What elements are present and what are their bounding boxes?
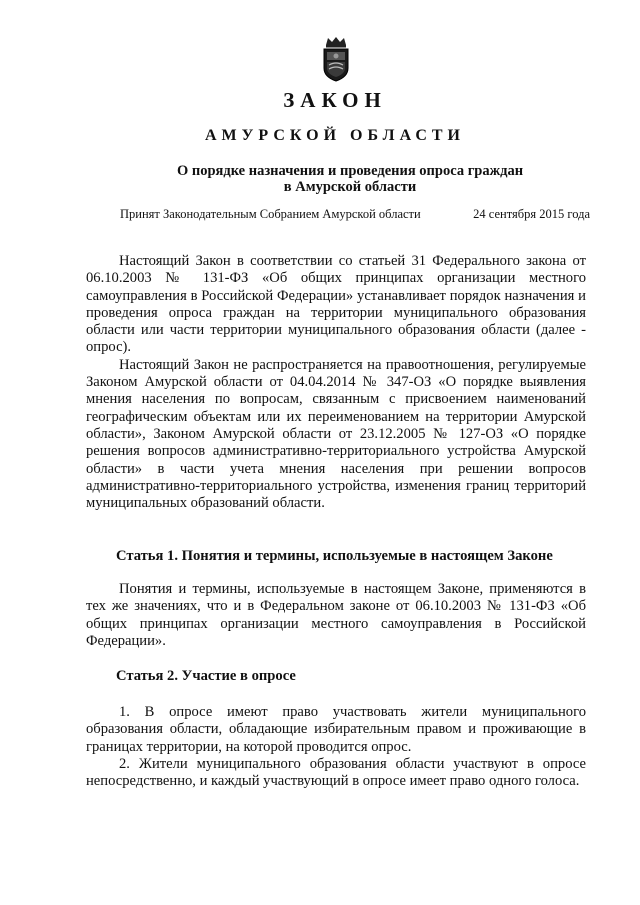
article-1-body: [86, 581, 586, 650]
document-subtitle: АМУРСКОЙ ОБЛАСТИ: [205, 127, 465, 144]
law-name-line2: в Амурской области: [283, 179, 417, 195]
article-1-paragraph-1: Понятия и термины, используемые в настоящем Законе, применяются в тех же значениях, что и в Федеральном законе от 06.10.2003 № 131-ФЗ «Об общих принципах организации местного самоуправления в Российской Федерации».: [86, 581, 586, 649]
article-1-heading: Статья 1. Понятия и термины, используемые в настоящем Законе: [116, 548, 553, 564]
preamble-paragraph-2: Настоящий Закон не распространяется на правоотношения, регулируемые Законом Амурской области от 04.04.2014 № 347-ОЗ «О порядке выявления мнения населения по вопросам, связанным с присвоением наименований географическим объектам или их переименованием на территории Амурской области», Законом Амурской области от 23.12.2005 № 127-ОЗ «О порядке решения вопросов административно-территориального устройства Амурской области» в части учета мнения населения при решении вопросов административно-территориального устройства, изменения границ территорий муниципальных образований области.: [86, 356, 586, 512]
preamble: [86, 253, 586, 512]
adoption-line: [120, 207, 590, 222]
law-name: [150, 163, 550, 195]
article-2-paragraph-1: 1. В опросе имеют право участвовать жители муниципального образования области, обладающие избирательным правом и проживающие в границах территории, на которой проводится опрос.: [86, 704, 586, 755]
document-title: ЗАКОН: [283, 88, 387, 112]
article-2-paragraph-2: 2. Жители муниципального образования области участвуют в опросе непосредственно, и каждый участвующий в опросе имеет право одного голоса.: [86, 755, 586, 790]
adopted-by: Принят Законодательным Собранием Амурской области: [120, 207, 421, 221]
preamble-paragraph-1: Настоящий Закон в соответствии со статьей 31 Федерального закона от 06.10.2003 № 131-ФЗ «Об общих принципах организации местного самоуправления в Российской Федерации» устанавливает порядок назначения и проведения опроса граждан на территории муниципального образования области или части территории муниципального образования области (далее - опрос).: [86, 253, 586, 356]
article-2-body: [86, 704, 586, 790]
adopted-date: 24 сентября 2015 года: [473, 207, 590, 221]
amur-region-coat-of-arms-icon: [317, 36, 355, 82]
article-2-heading: Статья 2. Участие в опросе: [116, 668, 296, 684]
law-name-line1: О порядке назначения и проведения опроса граждан: [176, 163, 524, 179]
